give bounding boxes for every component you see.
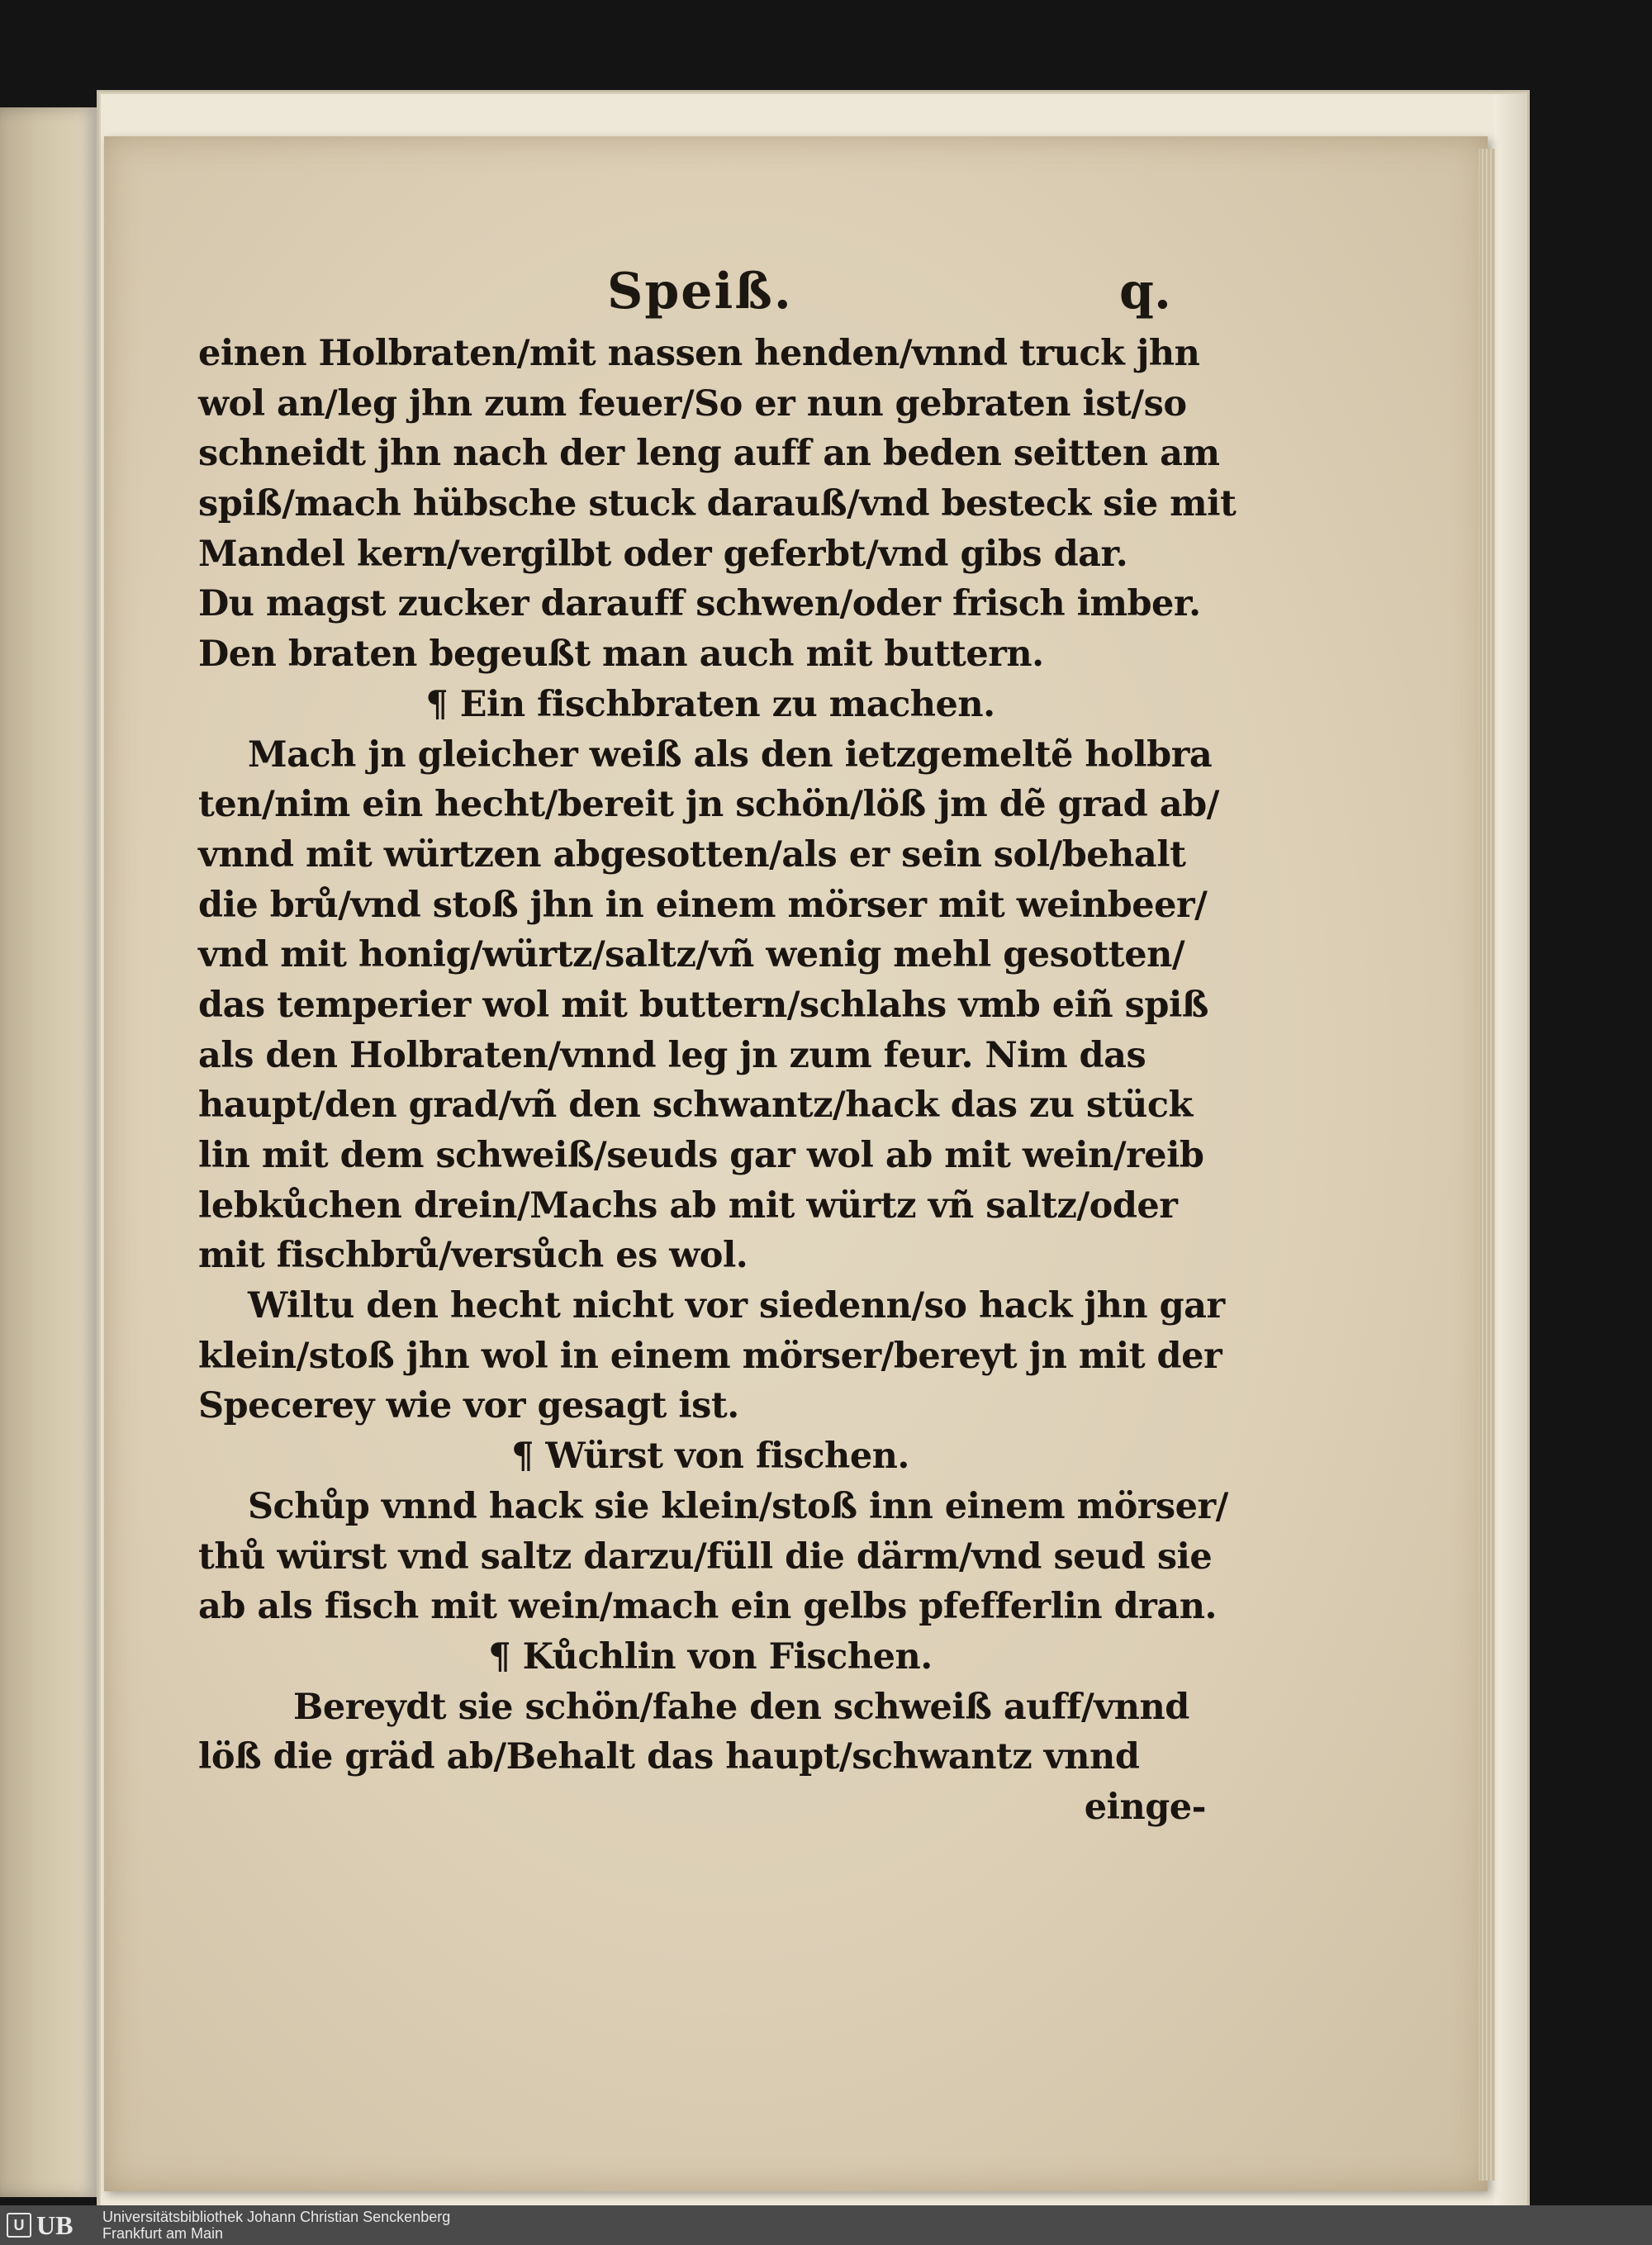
text-line: das temperier wol mit buttern/schlahs vmb eiñ spiß [198, 984, 1208, 1026]
text-line: Mach jn gleicher weiß als den ietzgemeltẽ holbra [248, 733, 1213, 776]
page-stack-edge [1479, 149, 1495, 2181]
footer-bar [0, 2205, 1652, 2245]
text-line: Schůp vnnd hack sie klein/stoß inn einem mörser/ [248, 1485, 1228, 1527]
text-line: haupt/den grad/vñ den schwantz/hack das zu stück [198, 1085, 1193, 1127]
text-line: mit fischbrů/versůch es wol. [198, 1235, 748, 1277]
text-line: schneidt jhn nach der leng auff an beden seitten am [198, 433, 1220, 475]
text-line: als den Holbraten/vnnd leg jn zum feur. Nim das [198, 1034, 1146, 1076]
footer-credit-line-1: Universitätsbibliothek Johann Christian Senckenberg [102, 2209, 451, 2225]
text-line: Du magst zucker darauff schwen/oder frisch imber. [198, 583, 1201, 625]
text-line: einge- [1084, 1786, 1206, 1828]
running-head: Speiß. [607, 263, 793, 320]
page-header [0, 263, 1652, 337]
text-line: spiß/mach hübsche stuck darauß/vnd besteck sie mit [198, 483, 1237, 525]
text-line: ¶ Würst von fischen. [511, 1436, 909, 1478]
text-line: Den braten begeußt man auch mit buttern. [198, 634, 1044, 676]
left-facing-page-edge [0, 107, 102, 2197]
text-line: die brů/vnd stoß jhn in einem mörser mit weinbeer/ [198, 884, 1208, 926]
text-line: löß die gräd ab/Behalt das haupt/schwantz vnnd [198, 1736, 1140, 1778]
text-line: wol an/leg jhn zum feuer/So er nun gebraten ist/so [198, 382, 1187, 425]
text-line: vnd mit honig/würtz/saltz/vñ wenig mehl gesotten/ [198, 934, 1185, 976]
text-line: lin mit dem schweiß/seuds gar wol ab mit wein/reib [198, 1135, 1204, 1176]
text-line: klein/stoß jhn wol in einem mörser/bereyt jn mit der [198, 1335, 1222, 1377]
text-line: Mandel kern/vergilbt oder geferbt/vnd gibs dar. [198, 533, 1128, 575]
library-logo-text: UB [36, 2209, 74, 2240]
page-body-text [198, 329, 1237, 1833]
text-line: Bereydt sie schön/fahe den schweiß auff/vnnd [293, 1686, 1189, 1728]
footer-credit-line-2: Frankfurt am Main [102, 2225, 224, 2242]
text-line: Specerey wie vor gesagt ist. [198, 1385, 739, 1427]
text-line: einen Holbraten/mit nassen henden/vnnd truck jhn [198, 333, 1200, 374]
text-line: ten/nim ein hecht/bereit jn schön/löß jm dẽ grad ab/ [198, 784, 1219, 826]
text-line: ¶ Ein fischbraten zu machen. [425, 683, 995, 725]
text-line: lebkůchen drein/Machs ab mit würtz vñ saltz/oder [198, 1184, 1178, 1227]
library-logo-icon: U [7, 2213, 31, 2238]
text-line: ab als fisch mit wein/mach ein gelbs pfefferlin dran. [198, 1586, 1217, 1628]
text-line: ¶ Kůchlin von Fischen. [488, 1635, 933, 1678]
library-logo[interactable] [7, 2210, 96, 2240]
footer-credit [102, 2209, 450, 2242]
text-line: thů würst vnd saltz darzu/füll die därm/vnd seud sie [198, 1535, 1213, 1578]
signature-mark: q. [1119, 263, 1171, 320]
text-line: vnnd mit würtzen abgesotten/als er sein sol/behalt [198, 833, 1186, 876]
text-line: Wiltu den hecht nicht vor siedenn/so hack jhn gar [248, 1285, 1225, 1327]
